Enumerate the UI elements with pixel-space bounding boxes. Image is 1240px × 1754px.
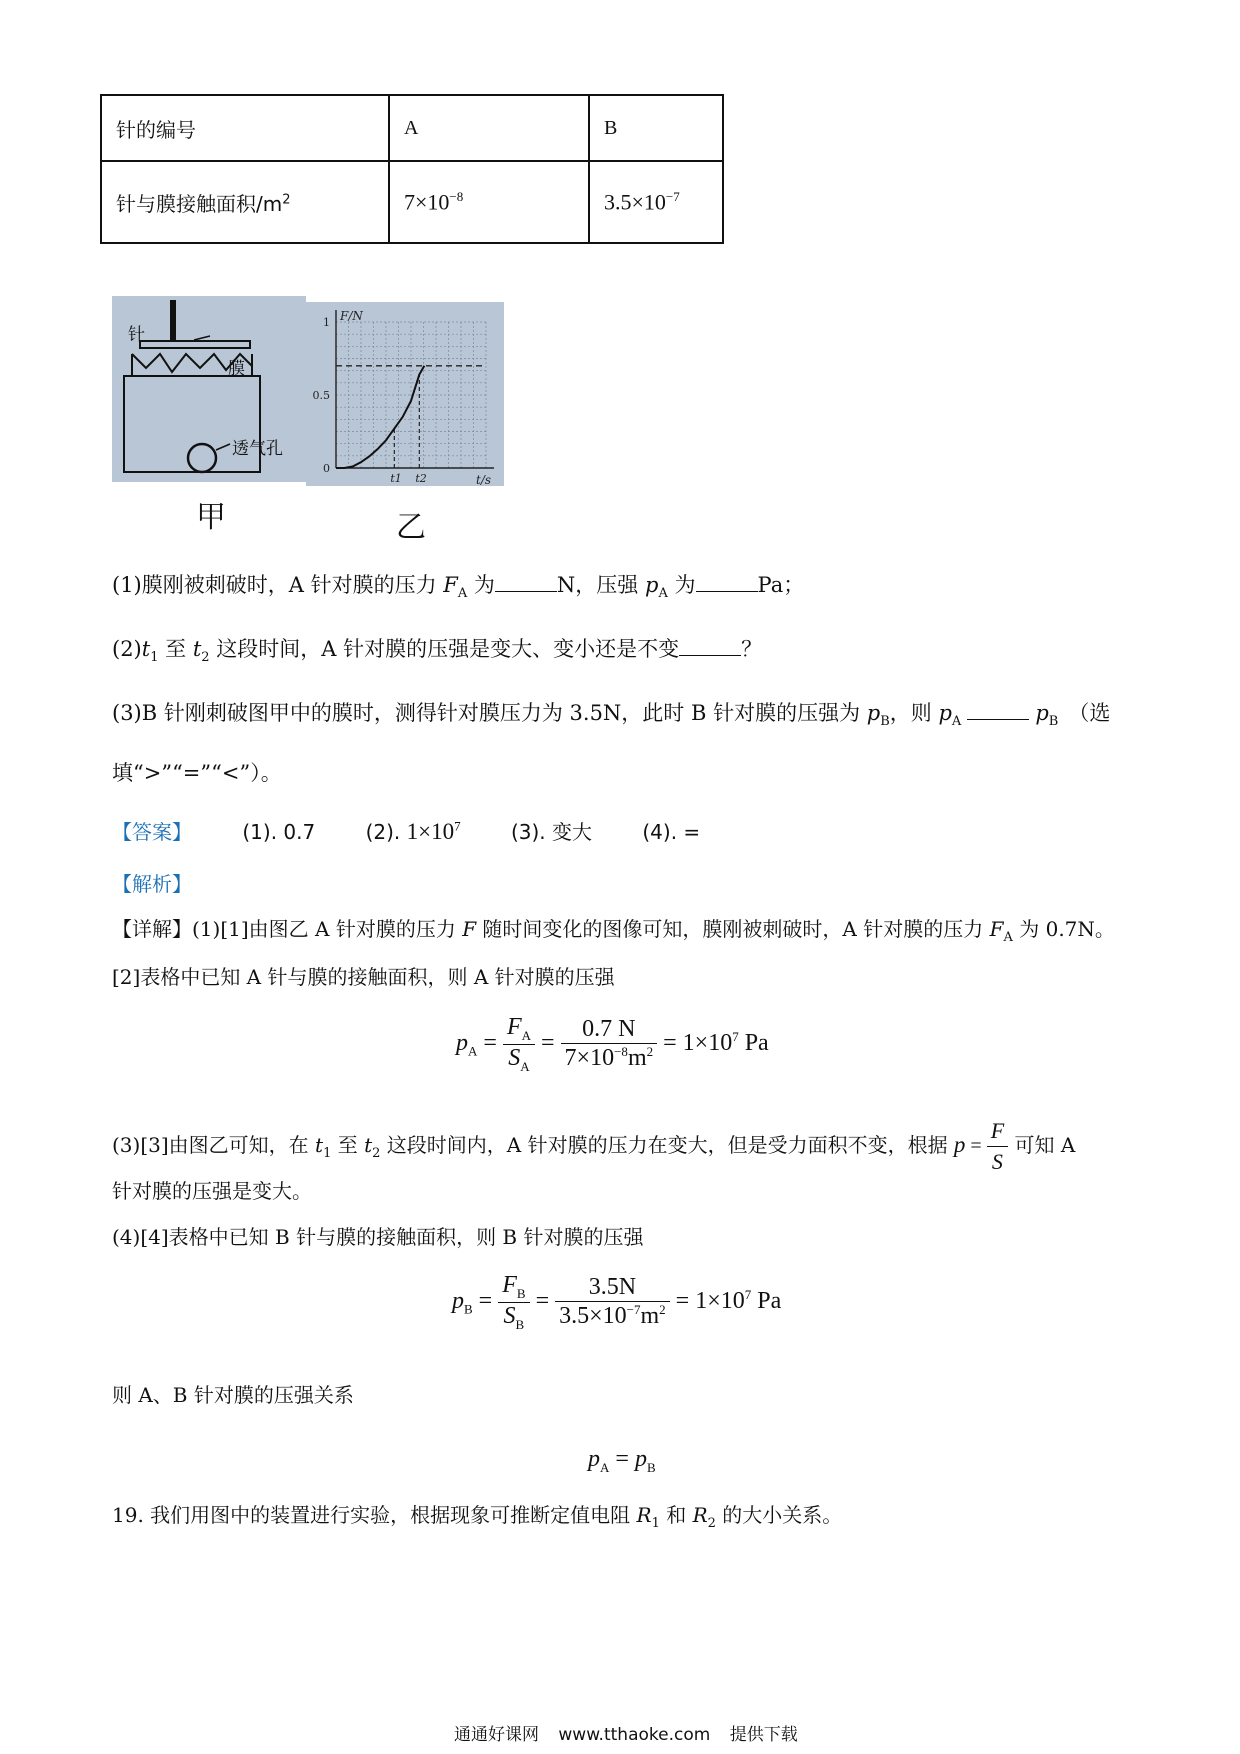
area-b-exp: −7 [665,188,680,204]
table-header-row [101,95,723,161]
q2-blank[interactable] [679,635,741,656]
f1-result: 1×10 [682,1029,733,1056]
q19-var-r2: R [692,1503,708,1527]
figure-jia [112,296,306,482]
question-2 [112,634,1152,673]
q2-text-zhi: 至 [158,637,193,661]
q3-text-ze: ，则 [889,701,939,725]
f1-num-symbolic [503,1014,535,1045]
f3-sub-a: A [600,1459,610,1475]
f1-lhs-sub: A [468,1043,478,1059]
y-axis-label: F/N [340,309,363,323]
row-label-sup: 2 [282,191,291,207]
f3-p-a: p [588,1446,600,1472]
f2-lhs-p: p [452,1287,464,1314]
p3-text-g: 这段时间内，A 针对膜的压力在变大，但是受力面积不变，根据 [380,1133,954,1157]
q1-text-pressure: N，压强 [556,573,645,597]
q1-sub-a2: A [658,586,668,602]
p3-var-t2: t [364,1133,373,1157]
p3-sub-2: 2 [372,1146,381,1161]
film-shape [140,341,250,348]
footer-site: 通通好课网 [454,1725,539,1745]
analysis-p2: [2]表格中已知 A 针与膜的接触面积，则 A 针对膜的压强 [112,965,615,989]
table-cell-area-a [389,161,589,243]
figure-jia-caption: 甲 [196,500,226,535]
p3-var-f: F [990,1118,1005,1143]
answer-4: (4). = [642,820,701,844]
q2-var-t1: t [141,637,151,661]
analysis-tag: 【解析】 [112,872,192,896]
q1-blank-force[interactable] [495,571,557,592]
q3-text: (3)B 针刚刺破图甲中的膜时，测得针对膜压力为 3.5N，此时 B 针对膜的压强为 [112,701,867,725]
f2-num-f: F [502,1272,517,1298]
q1-text-wei: 为 [467,573,495,597]
p3-text-zhi: 至 [331,1133,365,1157]
vent-label: 透气孔 [232,439,283,459]
f2-den-sub: B [515,1316,525,1332]
f1-lhs-p: p [456,1029,468,1056]
f1-frac-symbolic [503,1014,535,1075]
p3-var-t1: t [315,1133,324,1157]
analysis-p1 [112,914,1162,953]
x-axis-label: t/s [476,473,492,486]
answer-2-label: (2). [365,820,401,844]
p1-var-fa: F [989,917,1004,941]
q3-var-pb2: p [1035,701,1049,725]
f3-sub-b: B [646,1459,656,1475]
needle-label: 针 [128,325,145,345]
footer [454,1720,798,1745]
p1-text-c: 随时间变化的图像可知，膜刚被刺破时，A 针对膜的压力 [476,917,990,941]
q1-var-f: F [443,573,458,597]
area-a-base: 7×10 [404,189,450,215]
q3-sub-a: A [951,714,962,730]
f2-den-unit-exp: 2 [659,1302,666,1318]
analysis-p3-line2: 针对膜的压强是变大。 [112,1179,312,1203]
q3-sub-b: B [880,714,890,730]
table-cell-header-label: 针的编号 [101,95,389,161]
f2-frac-numeric [555,1274,670,1330]
answer-3: (3). 变大 [510,820,593,844]
analysis-p5: 则 A、B 针对膜的压强关系 [112,1383,354,1407]
film-label: 膜 [228,359,245,379]
q2-sub-2: 2 [201,650,210,666]
f1-num-numeric: 0.7 N [561,1016,658,1044]
y-tick-label: 0 [323,462,330,475]
f1-den-s: S [508,1044,521,1071]
p1-var-f: F [462,917,477,941]
q1-blank-pressure[interactable] [696,571,758,592]
figure-yi-caption: 乙 [396,510,426,545]
needle-area-table [100,94,724,244]
q2-text: 这段时间，A 针对膜的压强是变大、变小还是不变 [209,637,680,661]
analysis-p4: (4)[4]表格中已知 B 针与膜的接触面积，则 B 针对膜的压强 [112,1225,644,1249]
area-b-base: 3.5×10 [604,189,666,215]
f2-den-s: S [503,1302,516,1329]
q3-text-xuan: （选 [1068,701,1111,725]
p3-var-s: S [991,1149,1003,1174]
q2-question-mark: ？ [741,637,763,661]
q19-sub-2: 2 [707,1516,716,1531]
answer-tag: 【答案】 [112,820,192,844]
question-3 [112,698,1152,737]
q2-num: (2) [112,637,142,661]
q1-var-p: p [644,573,659,597]
f2-den-base: 3.5×10 [559,1303,627,1330]
f1-den-symbolic [503,1045,535,1075]
q19-var-r1: R [636,1503,652,1527]
table-cell-header-a: A [389,95,589,161]
q2-sub-1: 1 [150,650,159,666]
vent-pointer [216,444,230,450]
y-tick-label: 1 [323,316,330,329]
f1-frac-numeric [561,1016,658,1072]
formula-equal: $p_A = p_B$ [588,1446,656,1475]
f1-den-numeric [561,1044,658,1072]
q1-text-pa: Pa； [757,573,805,597]
f1-num-f: F [506,1014,522,1040]
f2-num-numeric: 3.5N [555,1274,670,1302]
figure-yi [306,302,504,486]
analysis-p3: (3)[3]由图乙可知，在 $t_1$ 至 $t_2$ 这段时间内，A 针对膜的压力在变大，但是受力面积不变，根据 p = $\frac{F}{S}$ 可知 A [112,1116,1162,1177]
table-cell-row-label [101,161,389,243]
q2-var-t2: t [192,637,202,661]
formula-pb: $p_B$ = $\frac{F_B}{S_B}$ = $\frac{3.5N}{3.5\times 10^{-7}m^2}$ = $1\times 10^7$ Pa [452,1272,782,1332]
f2-lhs-sub: B [464,1301,473,1317]
y-tick-label: 0.5 [312,389,330,402]
q1-sub-a: A [457,586,468,602]
area-a-exp: −8 [449,188,464,204]
q3-var-pb: p [866,701,881,725]
footer-cta: 提供下载 [729,1725,798,1745]
p3-frac [987,1116,1008,1177]
f2-result-exp: 7 [744,1286,752,1302]
f2-frac-symbolic [498,1272,529,1333]
p1-text-a: 【详解】(1)[1]由图乙 A 针对膜的压力 [112,917,463,941]
needle-shape [170,300,176,340]
f2-result-unit: Pa [751,1287,782,1314]
x-tick-label: t2 [415,472,427,485]
q3-var-pa: p [938,701,952,725]
table-cell-header-b: B [589,95,723,161]
f2-result: 1×10 [695,1287,745,1314]
question-19 [112,1500,1162,1539]
answer-2-base: 1×10 [406,819,455,844]
p3-frac-num [987,1116,1008,1147]
table-cell-area-b [589,161,723,243]
q19-text-a: 19. 我们用图中的装置进行实验，根据现象可推断定值电阻 [112,1503,637,1527]
f2-den-exp: −7 [626,1302,641,1318]
p3-sub-1: 1 [323,1146,332,1161]
f2-den-unit: m [640,1303,660,1330]
question-3-line2: 填“>”“=”“<”）。 [112,761,282,785]
p3-frac-den [987,1147,1008,1177]
f1-result-unit: Pa [738,1029,769,1056]
p3-text-a: (3)[3]由图乙可知，在 [112,1133,316,1157]
vent-hole [188,444,216,472]
f1-den-unit-exp: 2 [646,1044,654,1060]
p1-text-f: 为 0.7N。 [1012,917,1115,941]
table-data-row [101,161,723,243]
f1-num-sub: A [521,1027,531,1043]
q19-sub-1: 1 [651,1516,660,1531]
q19-text-g: 的大小关系。 [715,1503,843,1527]
question-1 [112,570,1152,609]
answer-2-value [407,819,461,844]
f2-den-symbolic [498,1303,529,1333]
formula-pa: $p_A$ = $\frac{F_A}{S_A}$ = $\frac{0.7 N}{7\times 10^{-8}m^2}$ = $1\times 10^7$ Pa [456,1014,769,1074]
row-label-text: 针与膜接触面积/m [116,191,283,216]
f3-p-b: p [634,1446,647,1472]
f1-den-exp: −8 [614,1044,628,1060]
q3-blank[interactable] [967,699,1029,720]
f1-result-exp: 7 [732,1028,739,1044]
f1-den-base: 7×10 [564,1045,615,1072]
q3-sub-b2: B [1048,714,1059,730]
force-curve [336,366,424,468]
q19-text-he: 和 [659,1503,693,1527]
footer-url[interactable]: www.tthaoke.com [558,1725,711,1745]
f2-num-symbolic [498,1272,529,1303]
x-tick-label: t1 [390,472,402,485]
answer-1: (1). 0.7 [242,820,316,844]
film-pointer [194,336,210,340]
q1-text-wei2: 为 [667,573,696,597]
answer-2-exp: 7 [454,818,461,834]
force-time-chart [306,302,504,486]
p3-text-k: 可知 A [1008,1133,1076,1157]
f2-den-numeric [555,1302,670,1330]
f2-num-sub: B [516,1285,526,1301]
p3-var-p: p [953,1132,966,1157]
f1-den-sub: A [520,1058,530,1074]
p1-sub-a: A [1003,930,1013,945]
answer-line [112,816,700,845]
q1-text: (1)膜刚被刺破时，A 针对膜的压力 [112,573,444,597]
f1-den-unit: m [627,1045,647,1072]
